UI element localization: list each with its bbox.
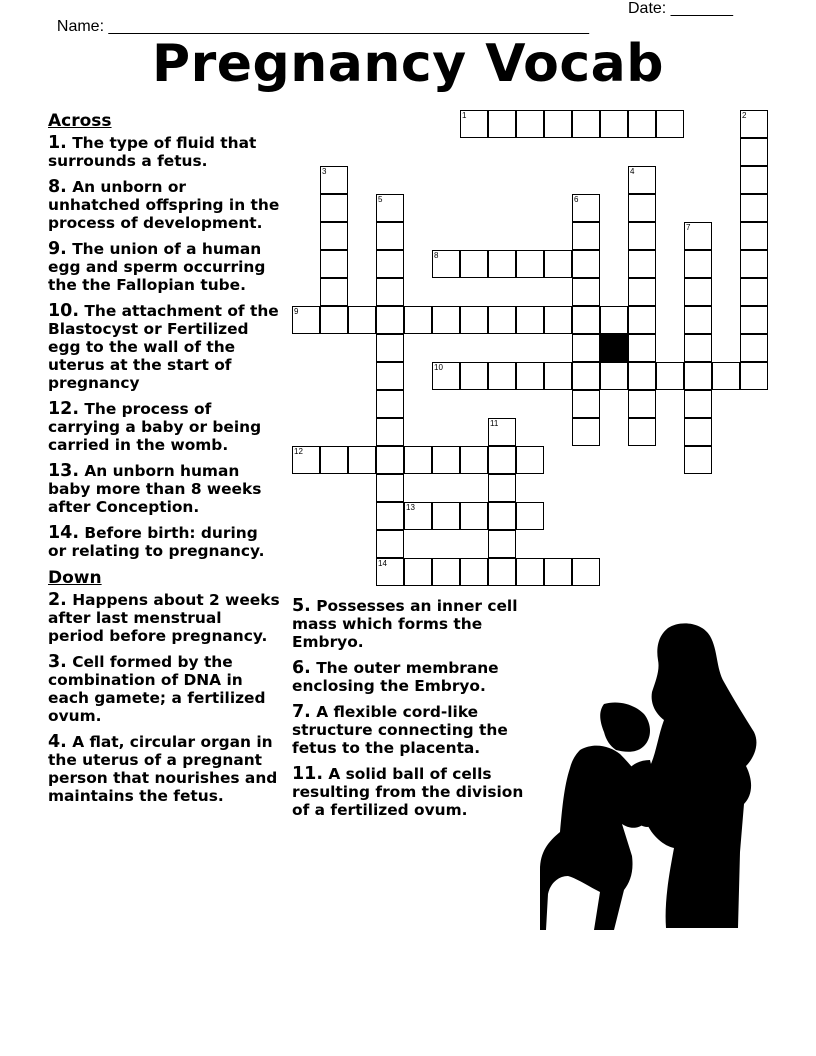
grid-number: 3 — [322, 167, 327, 176]
grid-cell[interactable] — [376, 278, 404, 306]
grid-cell-5[interactable] — [376, 194, 404, 222]
grid-number: 13 — [406, 503, 415, 512]
grid-cell[interactable] — [572, 250, 600, 278]
clue-across-10: 10. The attachment of the Blastocyst or Fertilized egg to the wall of the uterus at the start of pregnancy — [48, 301, 279, 392]
grid-cell[interactable] — [740, 138, 768, 166]
grid-cell-7[interactable] — [684, 222, 712, 250]
grid-cell[interactable] — [488, 530, 516, 558]
grid-cell[interactable] — [376, 390, 404, 418]
grid-cell[interactable] — [432, 446, 460, 474]
grid-cell[interactable] — [376, 530, 404, 558]
page-title: Pregnancy Vocab — [152, 34, 664, 94]
grid-cell[interactable] — [404, 558, 432, 586]
grid-cell[interactable] — [404, 306, 432, 334]
grid-cell-12[interactable] — [292, 446, 320, 474]
grid-cell[interactable] — [600, 110, 628, 138]
grid-cell[interactable] — [572, 334, 600, 362]
grid-cell[interactable] — [488, 250, 516, 278]
grid-cell[interactable] — [320, 194, 348, 222]
grid-cell[interactable] — [740, 306, 768, 334]
grid-cell[interactable] — [628, 334, 656, 362]
grid-cell[interactable] — [376, 474, 404, 502]
grid-cell[interactable] — [740, 222, 768, 250]
clue-across-9: 9. The union of a human egg and sperm occurring the the Fallopian tube. — [48, 239, 266, 294]
grid-cell[interactable] — [488, 110, 516, 138]
grid-cell[interactable] — [376, 222, 404, 250]
grid-cell[interactable] — [432, 502, 460, 530]
clue-down-2: 2. Happens about 2 weeks after last menstrual period before pregnancy. — [48, 590, 280, 645]
grid-cell-13[interactable] — [404, 502, 432, 530]
grid-cell[interactable] — [628, 418, 656, 446]
clue-down-11: 11. A solid ball of cells resulting from the division of a fertilized ovum. — [292, 764, 524, 819]
grid-cell[interactable] — [684, 250, 712, 278]
grid-cell[interactable] — [516, 558, 544, 586]
grid-cell[interactable] — [628, 194, 656, 222]
grid-cell[interactable] — [628, 110, 656, 138]
grid-number: 12 — [294, 447, 303, 456]
clue-down-4: 4. A flat, circular organ in the uterus of a pregnant person that nourishes and maintains the fetus. — [48, 732, 278, 805]
grid-cell-3[interactable] — [320, 166, 348, 194]
grid-cell[interactable] — [320, 446, 348, 474]
grid-number: 9 — [294, 307, 299, 316]
grid-cell[interactable] — [684, 390, 712, 418]
grid-cell[interactable] — [684, 362, 712, 390]
grid-cell[interactable] — [376, 250, 404, 278]
grid-cell[interactable] — [684, 278, 712, 306]
grid-cell[interactable] — [628, 250, 656, 278]
grid-cell[interactable] — [572, 390, 600, 418]
grid-cell[interactable] — [488, 306, 516, 334]
grid-cell[interactable] — [572, 558, 600, 586]
grid-cell[interactable] — [572, 362, 600, 390]
grid-number: 5 — [378, 195, 383, 204]
grid-cell[interactable] — [460, 306, 488, 334]
grid-cell-9[interactable] — [292, 306, 320, 334]
grid-cell[interactable] — [516, 250, 544, 278]
grid-cell[interactable] — [488, 502, 516, 530]
grid-cell[interactable] — [572, 418, 600, 446]
grid-cell[interactable] — [628, 306, 656, 334]
grid-cell-10[interactable] — [432, 362, 460, 390]
grid-cell[interactable] — [376, 306, 404, 334]
grid-cell[interactable] — [460, 446, 488, 474]
grid-cell[interactable] — [628, 390, 656, 418]
down-heading: Down — [48, 568, 102, 588]
grid-cell[interactable] — [516, 502, 544, 530]
grid-cell[interactable] — [740, 250, 768, 278]
grid-cell[interactable] — [544, 250, 572, 278]
grid-cell[interactable] — [684, 334, 712, 362]
grid-cell[interactable] — [600, 362, 628, 390]
grid-cell[interactable] — [348, 306, 376, 334]
grid-cell[interactable] — [544, 306, 572, 334]
grid-cell[interactable] — [460, 558, 488, 586]
clue-down-6: 6. The outer membrane enclosing the Embryo. — [292, 658, 499, 695]
grid-cell[interactable] — [516, 110, 544, 138]
grid-cell-8[interactable] — [432, 250, 460, 278]
grid-number: 8 — [434, 251, 439, 260]
grid-number: 7 — [686, 223, 691, 232]
grid-cell[interactable] — [460, 502, 488, 530]
grid-cell-1[interactable] — [460, 110, 488, 138]
clue-across-8: 8. An unborn or unhatched offspring in the process of development. — [48, 177, 280, 232]
clue-across-13: 13. An unborn human baby more than 8 weeks after Conception. — [48, 461, 262, 516]
grid-cell[interactable] — [320, 222, 348, 250]
grid-cell-6[interactable] — [572, 194, 600, 222]
grid-cell[interactable] — [348, 446, 376, 474]
grid-cell[interactable] — [740, 334, 768, 362]
grid-cell[interactable] — [320, 306, 348, 334]
clue-column-right — [292, 597, 524, 827]
grid-cell[interactable] — [460, 250, 488, 278]
grid-cell[interactable] — [488, 474, 516, 502]
grid-cell[interactable] — [376, 502, 404, 530]
grid-cell-2[interactable] — [740, 110, 768, 138]
name-date-line — [48, 0, 748, 35]
grid-block-cell — [600, 334, 628, 362]
grid-cell[interactable] — [516, 306, 544, 334]
grid-cell-4[interactable] — [628, 166, 656, 194]
grid-cell[interactable] — [488, 446, 516, 474]
grid-cell[interactable] — [544, 558, 572, 586]
grid-cell[interactable] — [684, 418, 712, 446]
grid-cell[interactable] — [656, 362, 684, 390]
grid-cell[interactable] — [572, 110, 600, 138]
grid-cell[interactable] — [684, 306, 712, 334]
grid-number: 6 — [574, 195, 579, 204]
grid-cell[interactable] — [432, 306, 460, 334]
grid-cell-11[interactable] — [488, 418, 516, 446]
grid-number: 4 — [630, 167, 635, 176]
date-field[interactable]: Date: _______ — [628, 0, 733, 17]
grid-cell[interactable] — [684, 446, 712, 474]
grid-number: 10 — [434, 363, 443, 372]
name-field[interactable]: Name: ______________________________________________________ — [56, 18, 589, 35]
clue-across-12: 12. The process of carrying a baby or being carried in the womb. — [48, 399, 262, 454]
grid-number: 11 — [490, 419, 499, 428]
grid-cell[interactable] — [376, 418, 404, 446]
grid-cell[interactable] — [740, 278, 768, 306]
grid-cell[interactable] — [320, 278, 348, 306]
grid-number: 1 — [462, 111, 467, 120]
grid-cell[interactable] — [656, 110, 684, 138]
grid-cell-14[interactable] — [376, 558, 404, 586]
grid-cell[interactable] — [320, 250, 348, 278]
grid-cell[interactable] — [404, 446, 432, 474]
grid-number: 2 — [742, 111, 747, 120]
clue-down-7: 7. A flexible cord-like structure connecting the fetus to the placenta. — [292, 702, 508, 757]
grid-cell[interactable] — [544, 110, 572, 138]
pregnant-couple-silhouette-icon — [540, 620, 760, 930]
across-heading: Across — [48, 111, 112, 131]
clue-down-5: 5. Possesses an inner cell mass which forms the Embryo. — [292, 596, 518, 651]
grid-cell[interactable] — [740, 194, 768, 222]
grid-cell[interactable] — [460, 362, 488, 390]
grid-cell[interactable] — [488, 362, 516, 390]
grid-cell[interactable] — [516, 446, 544, 474]
grid-cell[interactable] — [628, 222, 656, 250]
grid-cell[interactable] — [376, 446, 404, 474]
grid-cell[interactable] — [572, 222, 600, 250]
grid-cell[interactable] — [600, 306, 628, 334]
grid-cell[interactable] — [376, 334, 404, 362]
grid-cell[interactable] — [628, 362, 656, 390]
grid-cell[interactable] — [740, 362, 768, 390]
grid-number: 14 — [378, 559, 387, 568]
grid-cell[interactable] — [628, 278, 656, 306]
clue-across-1: 1. The type of fluid that surrounds a fetus. — [48, 133, 257, 170]
grid-cell[interactable] — [572, 306, 600, 334]
clue-across-14: 14. Before birth: during or relating to pregnancy. — [48, 523, 265, 560]
grid-cell[interactable] — [712, 362, 740, 390]
grid-cell[interactable] — [432, 558, 460, 586]
grid-cell[interactable] — [516, 362, 544, 390]
clue-column-left — [48, 111, 280, 813]
grid-cell[interactable] — [376, 362, 404, 390]
grid-cell[interactable] — [740, 166, 768, 194]
clue-down-3: 3. Cell formed by the combination of DNA in each gamete; a fertilized ovum. — [48, 652, 266, 725]
grid-cell[interactable] — [488, 558, 516, 586]
grid-cell[interactable] — [544, 362, 572, 390]
grid-cell[interactable] — [572, 278, 600, 306]
